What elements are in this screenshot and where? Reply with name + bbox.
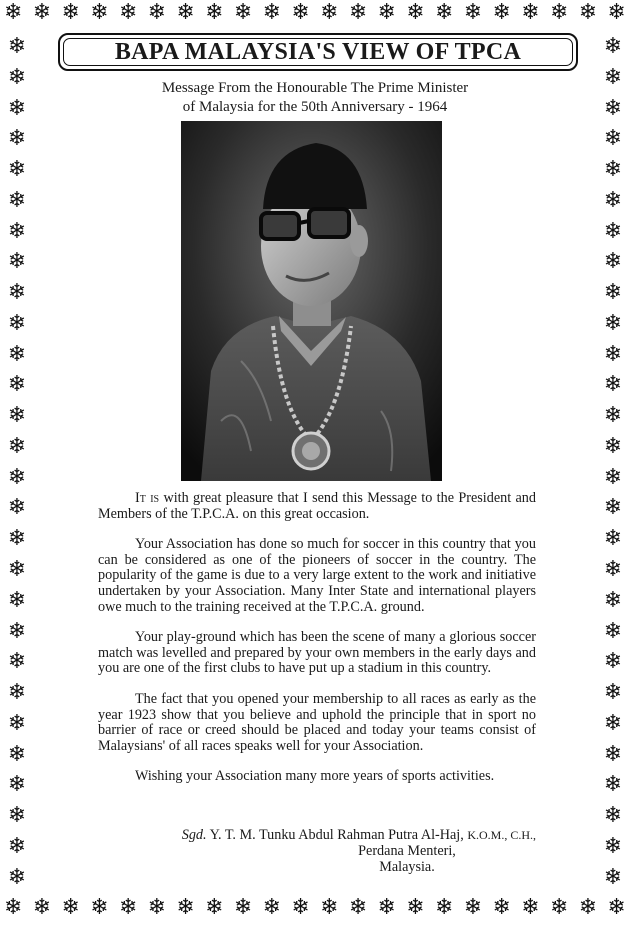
snowflake-icon: ❄ xyxy=(7,618,27,644)
snowflake-icon: ❄ xyxy=(603,741,623,767)
snowflake-icon: ❄ xyxy=(607,895,626,920)
snowflake-icon: ❄ xyxy=(7,95,27,121)
snowflake-icon: ❄ xyxy=(603,249,623,275)
snowflake-icon: ❄ xyxy=(291,0,310,25)
snowflake-icon: ❄ xyxy=(7,772,27,798)
snowflake-icon: ❄ xyxy=(90,0,109,25)
border-bottom xyxy=(0,895,630,925)
signature-country: Malaysia. xyxy=(379,859,435,875)
snowflake-icon: ❄ xyxy=(7,649,27,675)
snowflake-icon: ❄ xyxy=(291,895,310,920)
snowflake-icon: ❄ xyxy=(492,895,511,920)
snowflake-icon: ❄ xyxy=(7,187,27,213)
snowflake-icon: ❄ xyxy=(603,864,623,890)
snowflake-icon: ❄ xyxy=(521,895,540,920)
paragraph-5: Wishing your Association many more years of sports activities. xyxy=(135,768,495,785)
snowflake-icon: ❄ xyxy=(7,803,27,829)
snowflake-icon: ❄ xyxy=(7,126,27,152)
snowflake-icon: ❄ xyxy=(603,126,623,152)
signature-honors: K.O.M., C.H., xyxy=(467,828,536,842)
signature-sgd: Sgd. xyxy=(181,827,207,843)
snowflake-icon: ❄ xyxy=(603,464,623,490)
snowflake-icon: ❄ xyxy=(320,895,339,920)
snowflake-icon: ❄ xyxy=(603,280,623,306)
snowflake-icon: ❄ xyxy=(233,895,253,920)
snowflake-icon: ❄ xyxy=(348,0,368,25)
snowflake-icon: ❄ xyxy=(118,0,138,25)
snowflake-icon: ❄ xyxy=(377,895,396,920)
snowflake-icon: ❄ xyxy=(7,433,27,459)
title-box xyxy=(58,33,578,71)
snowflake-icon: ❄ xyxy=(406,895,425,920)
snowflake-icon: ❄ xyxy=(603,433,623,459)
snowflake-icon: ❄ xyxy=(549,0,569,25)
snowflake-icon: ❄ xyxy=(7,864,27,890)
snowflake-icon: ❄ xyxy=(147,0,167,25)
snowflake-icon: ❄ xyxy=(603,526,623,552)
snowflake-icon: ❄ xyxy=(603,803,623,829)
snowflake-icon: ❄ xyxy=(603,64,623,90)
snowflake-icon: ❄ xyxy=(7,34,27,59)
snowflake-icon: ❄ xyxy=(90,895,109,920)
portrait-photo xyxy=(181,121,442,481)
snowflake-icon: ❄ xyxy=(603,587,623,613)
snowflake-icon: ❄ xyxy=(406,0,425,25)
snowflake-icon: ❄ xyxy=(7,280,27,306)
snowflake-icon: ❄ xyxy=(7,157,27,183)
snowflake-icon: ❄ xyxy=(603,649,623,675)
snowflake-icon: ❄ xyxy=(549,895,569,920)
snowflake-icon: ❄ xyxy=(492,0,511,25)
snowflake-icon: ❄ xyxy=(7,372,27,398)
message-body xyxy=(98,491,536,799)
signature-name: Y. T. M. Tunku Abdul Rahman Putra Al-Haj, xyxy=(206,827,468,843)
snowflake-icon: ❄ xyxy=(4,0,23,25)
snowflake-icon: ❄ xyxy=(262,0,282,25)
snowflake-icon: ❄ xyxy=(603,95,623,121)
snowflake-icon: ❄ xyxy=(7,249,27,275)
border-top xyxy=(0,0,630,30)
snowflake-icon: ❄ xyxy=(348,895,368,920)
snowflake-icon: ❄ xyxy=(233,0,253,25)
snowflake-icon: ❄ xyxy=(603,157,623,183)
snowflake-icon: ❄ xyxy=(7,557,27,583)
snowflake-icon: ❄ xyxy=(435,0,454,25)
snowflake-icon: ❄ xyxy=(603,372,623,398)
page-title: BAPA MALAYSIA'S VIEW OF TPCA xyxy=(114,39,522,65)
paragraph-1 xyxy=(98,491,536,522)
subtitle-line-1: Message From the Honourable The Prime Minister xyxy=(161,80,469,96)
snowflake-icon: ❄ xyxy=(603,310,623,336)
snowflake-icon: ❄ xyxy=(603,218,623,244)
snowflake-icon: ❄ xyxy=(7,464,27,490)
subtitle xyxy=(60,79,570,117)
snowflake-icon: ❄ xyxy=(603,557,623,583)
snowflake-icon: ❄ xyxy=(603,187,623,213)
snowflake-icon: ❄ xyxy=(578,895,598,920)
snowflake-icon: ❄ xyxy=(118,895,138,920)
snowflake-icon: ❄ xyxy=(521,0,540,25)
snowflake-icon: ❄ xyxy=(176,0,195,25)
snowflake-icon: ❄ xyxy=(607,0,626,25)
subtitle-line-2: of Malaysia for the 50th Anniversary - 1964 xyxy=(182,99,448,115)
snowflake-icon: ❄ xyxy=(603,34,623,59)
snowflake-icon: ❄ xyxy=(603,618,623,644)
paragraph-3: Your play-ground which has been the scene of many a glorious soccer match was levelled and prepared by your own members in the early days and you are one of the first clubs to have put up a stadium in this country. xyxy=(98,629,536,677)
snowflake-icon: ❄ xyxy=(463,0,483,25)
snowflake-icon: ❄ xyxy=(7,403,27,429)
snowflake-icon: ❄ xyxy=(603,833,623,859)
signature-title: Perdana Menteri, xyxy=(358,843,456,859)
snowflake-icon: ❄ xyxy=(603,403,623,429)
snowflake-icon: ❄ xyxy=(147,895,167,920)
snowflake-icon: ❄ xyxy=(7,341,27,367)
snowflake-icon: ❄ xyxy=(61,0,80,25)
snowflake-icon: ❄ xyxy=(32,0,52,25)
snowflake-icon: ❄ xyxy=(7,741,27,767)
snowflake-icon: ❄ xyxy=(7,526,27,552)
snowflake-icon: ❄ xyxy=(7,495,27,521)
paragraph-1-lead: It is xyxy=(135,490,160,506)
snowflake-icon: ❄ xyxy=(176,895,195,920)
snowflake-icon: ❄ xyxy=(377,0,396,25)
snowflake-icon: ❄ xyxy=(578,0,598,25)
snowflake-icon: ❄ xyxy=(603,495,623,521)
snowflake-icon: ❄ xyxy=(61,895,80,920)
snowflake-icon: ❄ xyxy=(205,0,224,25)
snowflake-icon: ❄ xyxy=(7,710,27,736)
snowflake-icon: ❄ xyxy=(7,310,27,336)
border-right xyxy=(598,30,628,895)
signature-block xyxy=(98,827,536,875)
paragraph-1-text: with great pleasure that I send this Message to the President and Members of the T.P.C.A. on this great occasion. xyxy=(98,490,536,522)
signature-line xyxy=(98,827,536,843)
snowflake-icon: ❄ xyxy=(32,895,52,920)
snowflake-icon: ❄ xyxy=(7,833,27,859)
snowflake-icon: ❄ xyxy=(7,218,27,244)
snowflake-icon: ❄ xyxy=(320,0,339,25)
snowflake-icon: ❄ xyxy=(262,895,282,920)
snowflake-icon: ❄ xyxy=(7,64,27,90)
snowflake-icon: ❄ xyxy=(603,680,623,706)
snowflake-icon: ❄ xyxy=(463,895,483,920)
border-left xyxy=(2,30,32,895)
snowflake-icon: ❄ xyxy=(603,341,623,367)
snowflake-icon: ❄ xyxy=(7,587,27,613)
snowflake-icon: ❄ xyxy=(435,895,454,920)
paragraph-4: The fact that you opened your membership to all races as early as the year 1923 show that you believe and uphold the principle that in sport no barrier of race or creed should be placed and today your teams consist of Malaysians' of all races speaks well for your Association. xyxy=(98,690,536,754)
paragraph-2: Your Association has done so much for soccer in this country that you can be considered as one of the pioneers of soccer in the country. The popularity of the game is due to a very large extent to the work and initiative undertaken by your Association. Many Inter State and international players owe much to the training received at the T.P.C.A. ground. xyxy=(98,536,536,615)
snowflake-icon: ❄ xyxy=(4,895,23,920)
snowflake-icon: ❄ xyxy=(7,680,27,706)
snowflake-icon: ❄ xyxy=(603,772,623,798)
snowflake-icon: ❄ xyxy=(603,710,623,736)
snowflake-icon: ❄ xyxy=(205,895,224,920)
